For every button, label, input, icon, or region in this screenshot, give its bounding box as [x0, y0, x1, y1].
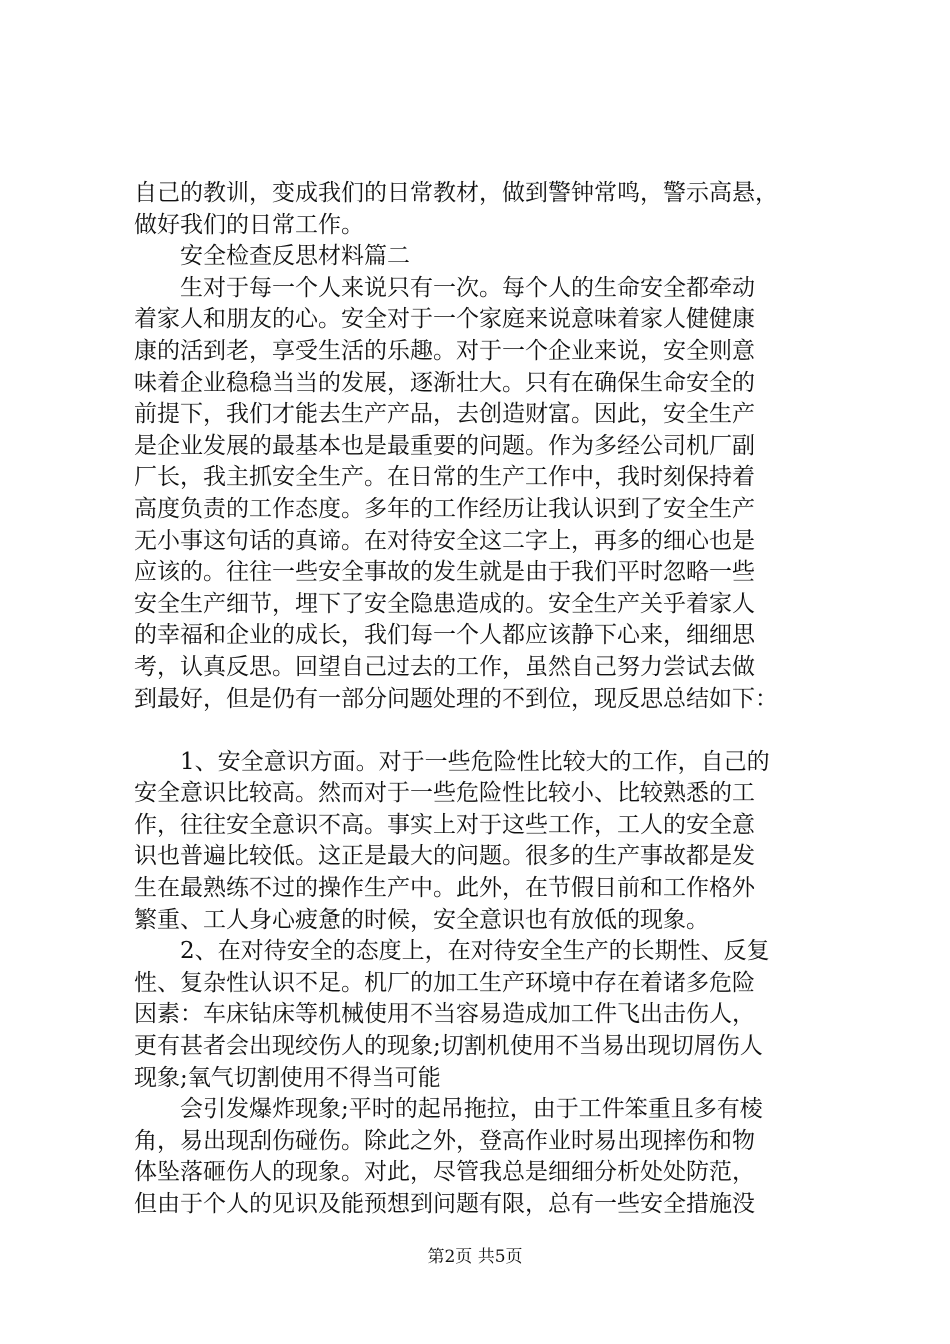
document-body — [134, 178, 824, 1221]
text-line: 考，认真反思。回望自己过去的工作，虽然自己努力尝试去做 — [134, 653, 755, 680]
text-line: 体坠落砸伤人的现象。对此，尽管我总是细细分析处处防范， — [134, 1159, 755, 1186]
text-line: 前提下，我们才能去生产产品，去创造财富。因此，安全生产 — [134, 401, 755, 428]
text-line: 味着企业稳稳当当的发展，逐渐壮大。只有在确保生命安全的 — [134, 369, 755, 396]
text-line: 做好我们的日常工作。 — [134, 211, 364, 238]
text-line: 无小事这句话的真谛。在对待安全这二字上，再多的细心也是 — [134, 527, 755, 554]
text-line: 生在最熟练不过的操作生产中。此外，在节假日前和工作格外 — [134, 875, 755, 902]
text-line: 1、安全意识方面。对于一些危险性比较大的工作，自己的 — [180, 748, 770, 775]
text-line: 的幸福和企业的成长，我们每一个人都应该静下心来，细细思 — [134, 622, 755, 649]
text-line: 高度负责的工作态度。多年的工作经历让我认识到了安全生产 — [134, 495, 755, 522]
text-line: 繁重、工人身心疲惫的时候，安全意识也有放低的现象。 — [134, 906, 709, 933]
text-line: 作，往往安全意识不高。事实上对于这些工作，工人的安全意 — [134, 811, 755, 838]
text-line: 角，易出现刮伤碰伤。除此之外，登高作业时易出现摔伤和物 — [134, 1127, 755, 1154]
text-line: 因素：车床钻床等机械使用不当容易造成加工件飞出击伤人， — [134, 1001, 755, 1028]
blank-line — [134, 715, 824, 747]
text-line: 自己的教训，变成我们的日常教材，做到警钟常鸣，警示高悬， — [134, 180, 778, 206]
text-line: 康的活到老，享受生活的乐趣。对于一个企业来说，安全则意 — [134, 337, 755, 364]
text-line: 安全检查反思材料篇二 — [180, 243, 410, 270]
text-line: 厂长，我主抓安全生产。在日常的生产工作中，我时刻保持着 — [134, 464, 755, 491]
text-line: 生对于每一个人来说只有一次。每个人的生命安全都牵动 — [180, 274, 755, 301]
text-line: 到最好，但是仍有一部分问题处理的不到位，现反思总结如下： — [134, 685, 778, 712]
text-line: 着家人和朋友的心。安全对于一个家庭来说意味着家人健健康 — [134, 306, 755, 333]
text-line: 2、在对待安全的态度上，在对待安全生产的长期性、反复 — [180, 938, 770, 965]
text-line: 是企业发展的最基本也是最重要的问题。作为多经公司机厂副 — [134, 432, 755, 459]
text-line: 识也普遍比较低。这正是最大的问题。很多的生产事故都是发 — [134, 843, 755, 870]
text-line: 但由于个人的见识及能预想到问题有限，总有一些安全措施没 — [134, 1191, 755, 1217]
text-line: 会引发爆炸现象;平时的起吊拖拉，由于工件笨重且多有棱 — [180, 1096, 763, 1123]
text-line: 安全生产细节，埋下了安全隐患造成的。安全生产关乎着家人 — [134, 590, 755, 617]
text-line: 更有甚者会出现绞伤人的现象;切割机使用不当易出现切屑伤人 — [134, 1033, 763, 1060]
text-line: 安全意识比较高。然而对于一些危险性比较小、比较熟悉的工 — [134, 780, 755, 807]
text-line: 性、复杂性认识不足。机厂的加工生产环境中存在着诸多危险 — [134, 969, 755, 996]
page-footer: 第2页 共5页 — [427, 1247, 523, 1267]
text-line: 应该的。往往一些安全事故的发生就是由于我们平时忽略一些 — [134, 559, 755, 586]
text-line: 现象;氧气切割使用不得当可能 — [134, 1064, 441, 1091]
